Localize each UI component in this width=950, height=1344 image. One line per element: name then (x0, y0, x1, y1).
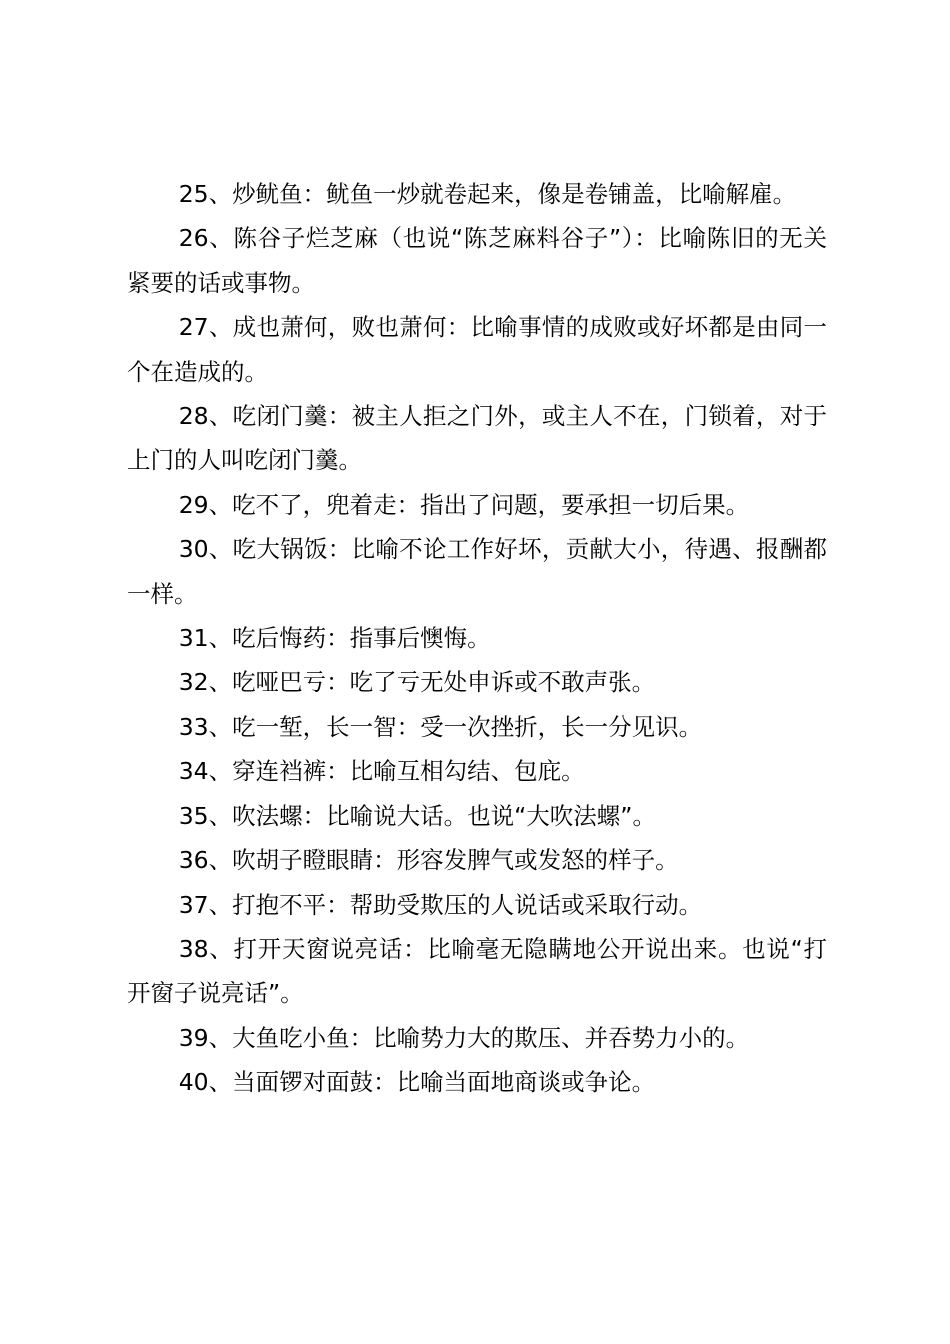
entry-28: 28、吃闭门羹：被主人拒之门外，或主人不在，门锁着，对于上门的人叫吃闭门羹。 (127, 402, 827, 475)
entry-30: 30、吃大锅饭：比喻不论工作好坏，贡献大小，待遇、报酬都一样。 (127, 535, 827, 608)
entry-32: 32、吃哑巴亏：吃了亏无处申诉或不敢声张。 (178, 668, 656, 697)
entry-26: 26、陈谷子烂芝麻（也说“陈芝麻料谷子”）：比喻陈旧的无关紧要的话或事物。 (127, 224, 827, 297)
entry-40: 40、当面锣对面鼓：比喻当面地商谈或争论。 (178, 1068, 656, 1097)
entry-29: 29、吃不了，兜着走：指出了问题，要承担一切后果。 (178, 490, 750, 519)
entry-36: 36、吹胡子瞪眼睛：形容发脾气或发怒的样子。 (178, 846, 679, 875)
document-body (127, 172, 827, 1105)
entry-25: 25、炒鱿鱼：鱿鱼一炒就卷起来，像是卷铺盖，比喻解雇。 (178, 180, 797, 208)
entry-27: 27、成也萧何，败也萧何：比喻事情的成败或好坏都是由同一个在造成的。 (127, 313, 827, 386)
entry-38: 38、打开天窗说亮话：比喻毫无隐瞒地公开说出来。也说“打开窗子说亮话”。 (127, 934, 827, 1008)
entry-31: 31、吃后悔药：指事后懊悔。 (178, 624, 491, 653)
entry-35: 35、吹法螺：比喻说大话。也说“大吹法螺”。 (178, 801, 656, 830)
entry-33: 33、吃一堑，长一智：受一次挫折，长一分见识。 (178, 712, 703, 741)
entry-34: 34、穿连裆裤：比喻互相勾结、包庇。 (178, 757, 585, 786)
entry-39: 39、大鱼吃小鱼：比喻势力大的欺压、并吞势力小的。 (178, 1023, 750, 1052)
entry-37: 37、打抱不平：帮助受欺压的人说话或采取行动。 (178, 890, 703, 919)
